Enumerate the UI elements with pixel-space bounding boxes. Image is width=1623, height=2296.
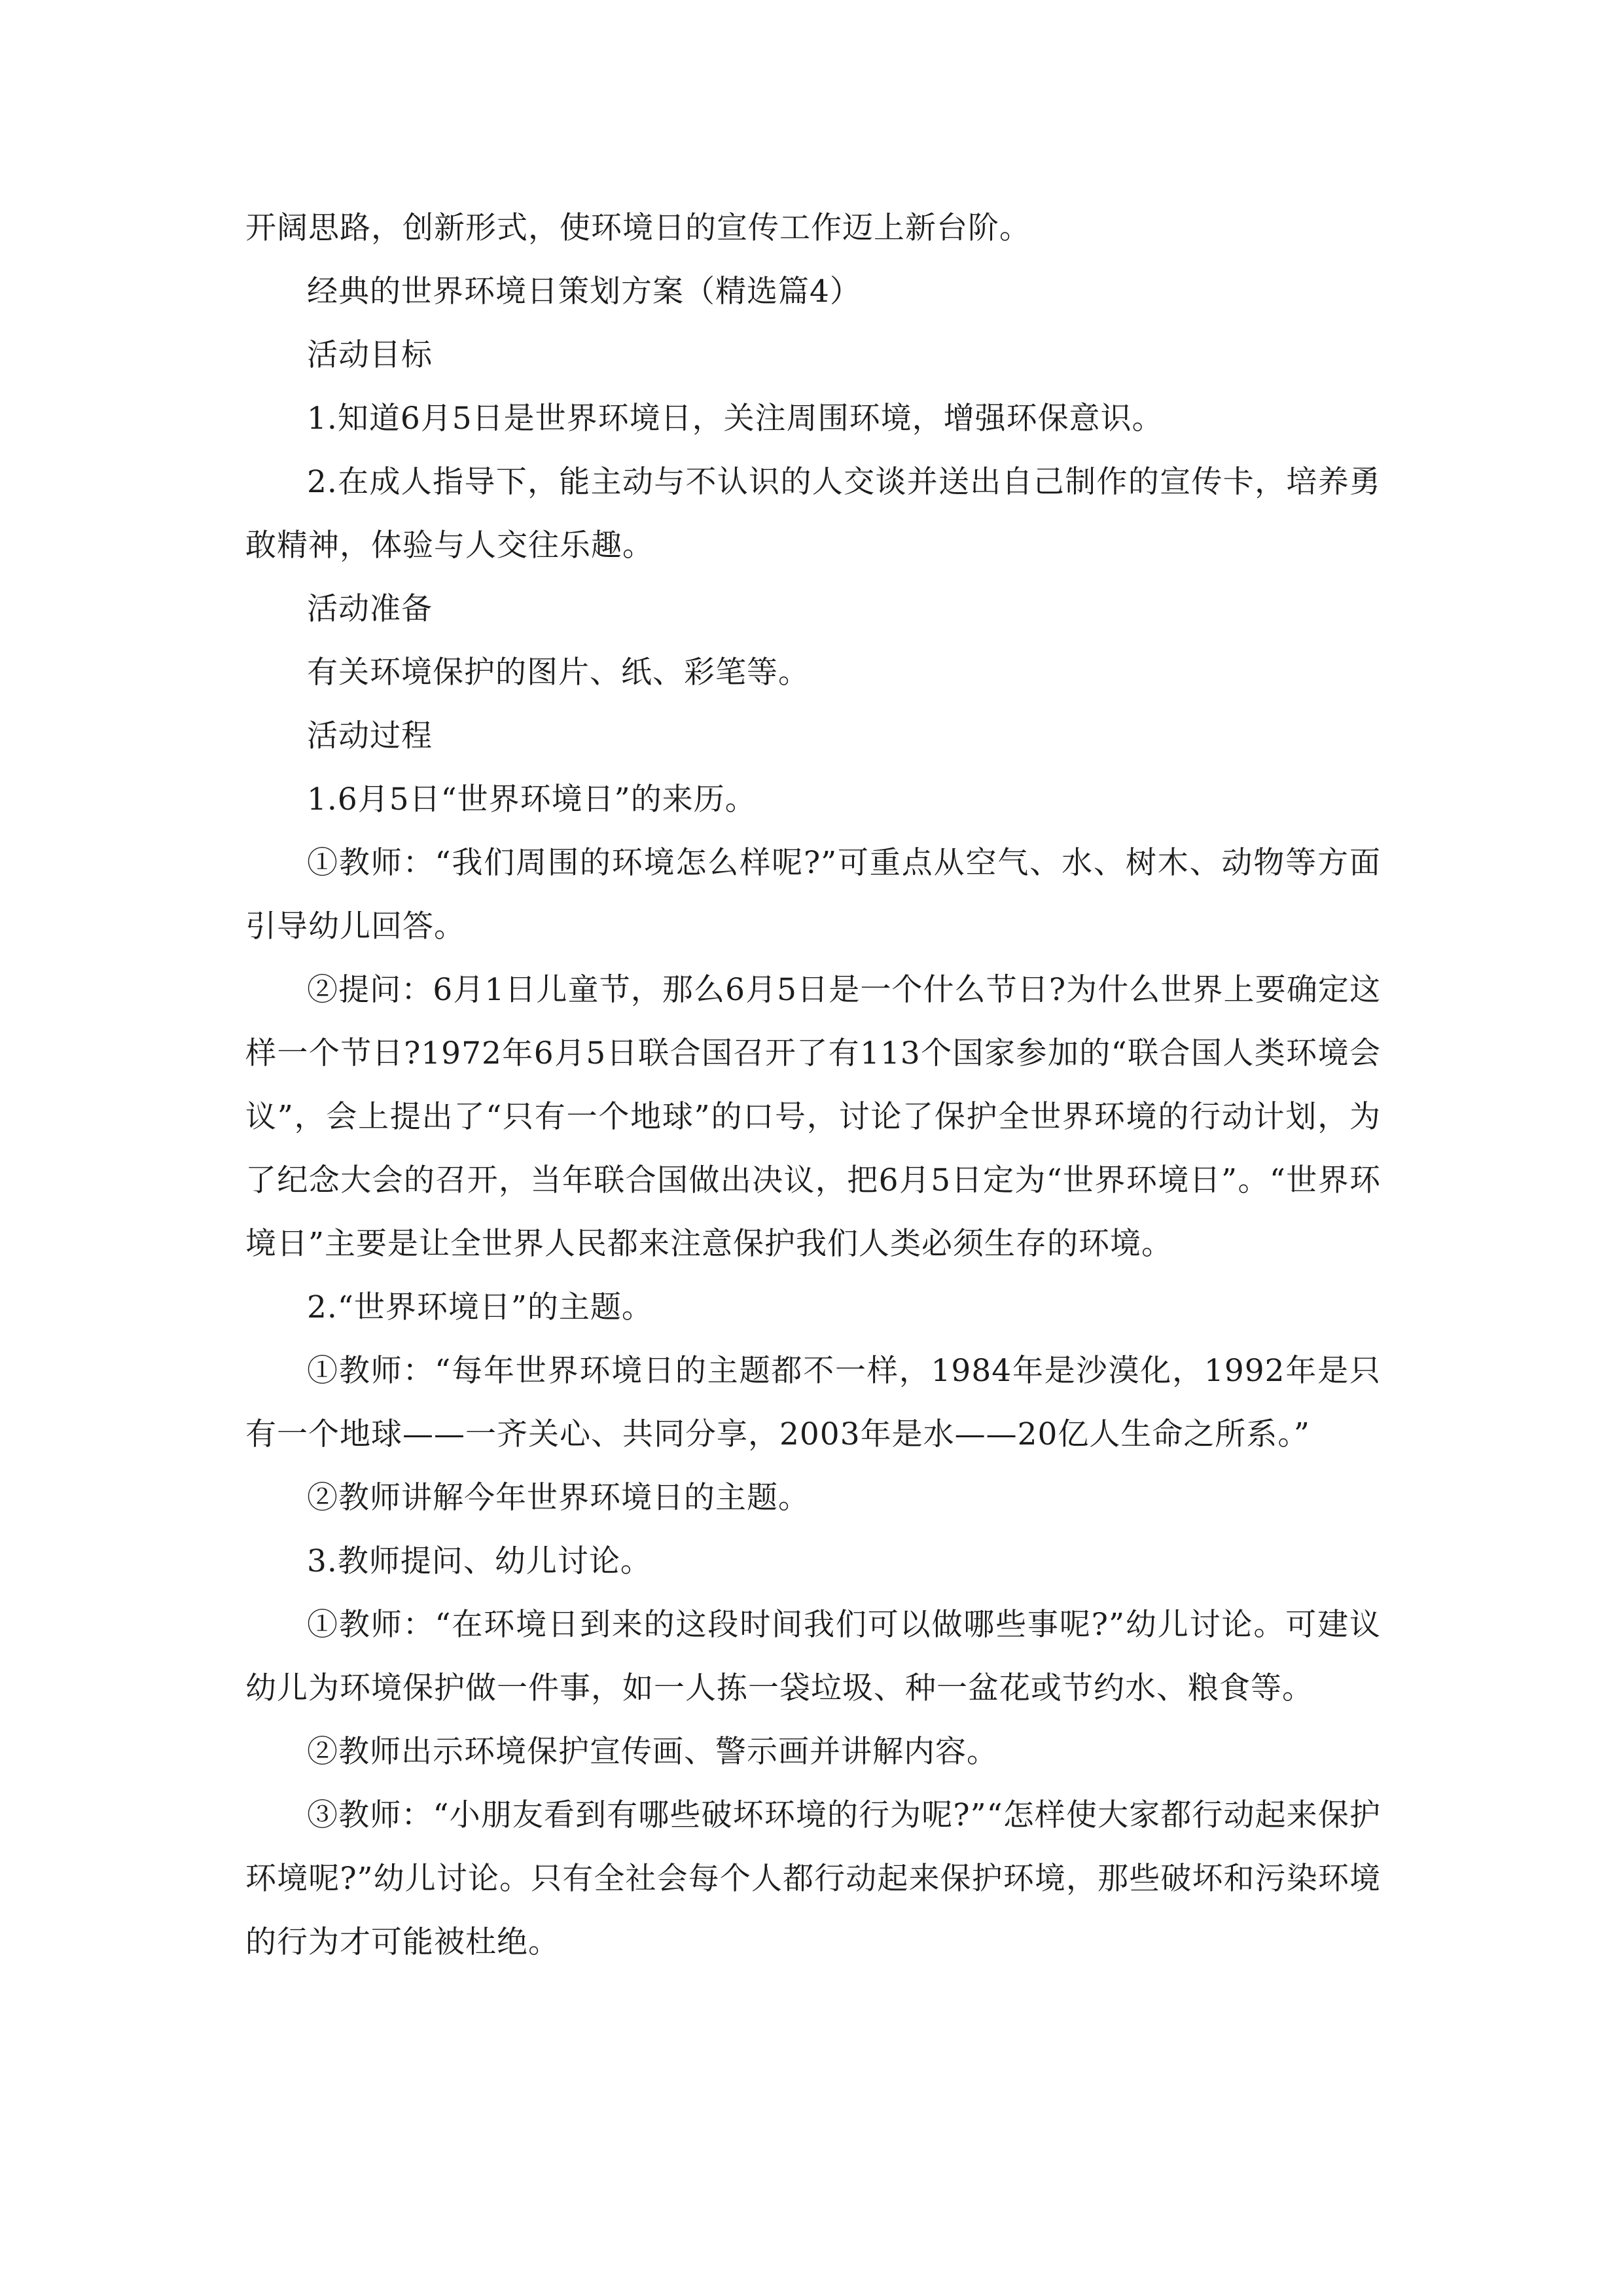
step-3-item-1: ①教师：“在环境日到来的这段时间我们可以做哪些事呢?”幼儿讨论。可建议幼儿为环境保护做一件事，如一人拣一袋垃圾、种一盆花或节约水、粮食等。 bbox=[245, 1607, 1381, 1706]
goal-item-1: 1.知道6月5日是世界环境日，关注周围环境，增强环保意识。 bbox=[307, 401, 1164, 437]
step-3-item-3: ③教师：“小朋友看到有哪些破坏环境的行为呢?”“怎样使大家都行动起来保护环境呢?”幼儿讨论。只有全社会每个人都行动起来保护环境，那些破坏和污染环境的行为才可能被杜绝。 bbox=[245, 1797, 1381, 1960]
step-2-item-1: ①教师：“每年世界环境日的主题都不一样，1984年是沙漠化，1992年是只有一个地球——一齐关心、共同分享，2003年是水——20亿人生命之所系。” bbox=[245, 1353, 1381, 1452]
heading-activity-preparation: 活动准备 bbox=[307, 591, 433, 627]
step-2-item-2: ②教师讲解今年世界环境日的主题。 bbox=[307, 1480, 810, 1516]
preparation-materials: 有关环境保护的图片、纸、彩笔等。 bbox=[307, 655, 810, 691]
document-body bbox=[245, 196, 1381, 1974]
process-step-3: 3.教师提问、幼儿讨论。 bbox=[307, 1543, 652, 1579]
section-title: 经典的世界环境日策划方案（精选篇4） bbox=[307, 274, 861, 310]
step-1-item-2: ②提问：6月1日儿童节，那么6月5日是一个什么节日?为什么世界上要确定这样一个节日?1972年6月5日联合国召开了有113个国家参加的“联合国人类环境会议”，会上提出了“只有一个地球”的口号，讨论了保护全世界环境的行动计划，为了纪念大会的召开，当年联合国做出决议，把6月5日定为“世界环境日”。“世界环境日”主要是让全世界人民都来注意保护我们人类必须生存的环境。 bbox=[245, 972, 1381, 1262]
heading-activity-goals: 活动目标 bbox=[307, 337, 433, 373]
paragraph-continuation: 开阔思路，创新形式，使环境日的宣传工作迈上新台阶。 bbox=[245, 210, 1031, 246]
heading-activity-process: 活动过程 bbox=[307, 718, 433, 754]
goal-item-2: 2.在成人指导下，能主动与不认识的人交谈并送出自己制作的宣传卡，培养勇敢精神，体验与人交往乐趣。 bbox=[245, 464, 1381, 564]
step-3-item-2: ②教师出示环境保护宣传画、警示画并讲解内容。 bbox=[307, 1734, 998, 1770]
step-1-item-1: ①教师：“我们周围的环境怎么样呢?”可重点从空气、水、树木、动物等方面引导幼儿回答。 bbox=[245, 845, 1381, 944]
process-step-1: 1.6月5日“世界环境日”的来历。 bbox=[307, 781, 757, 817]
process-step-2: 2.“世界环境日”的主题。 bbox=[307, 1289, 653, 1325]
